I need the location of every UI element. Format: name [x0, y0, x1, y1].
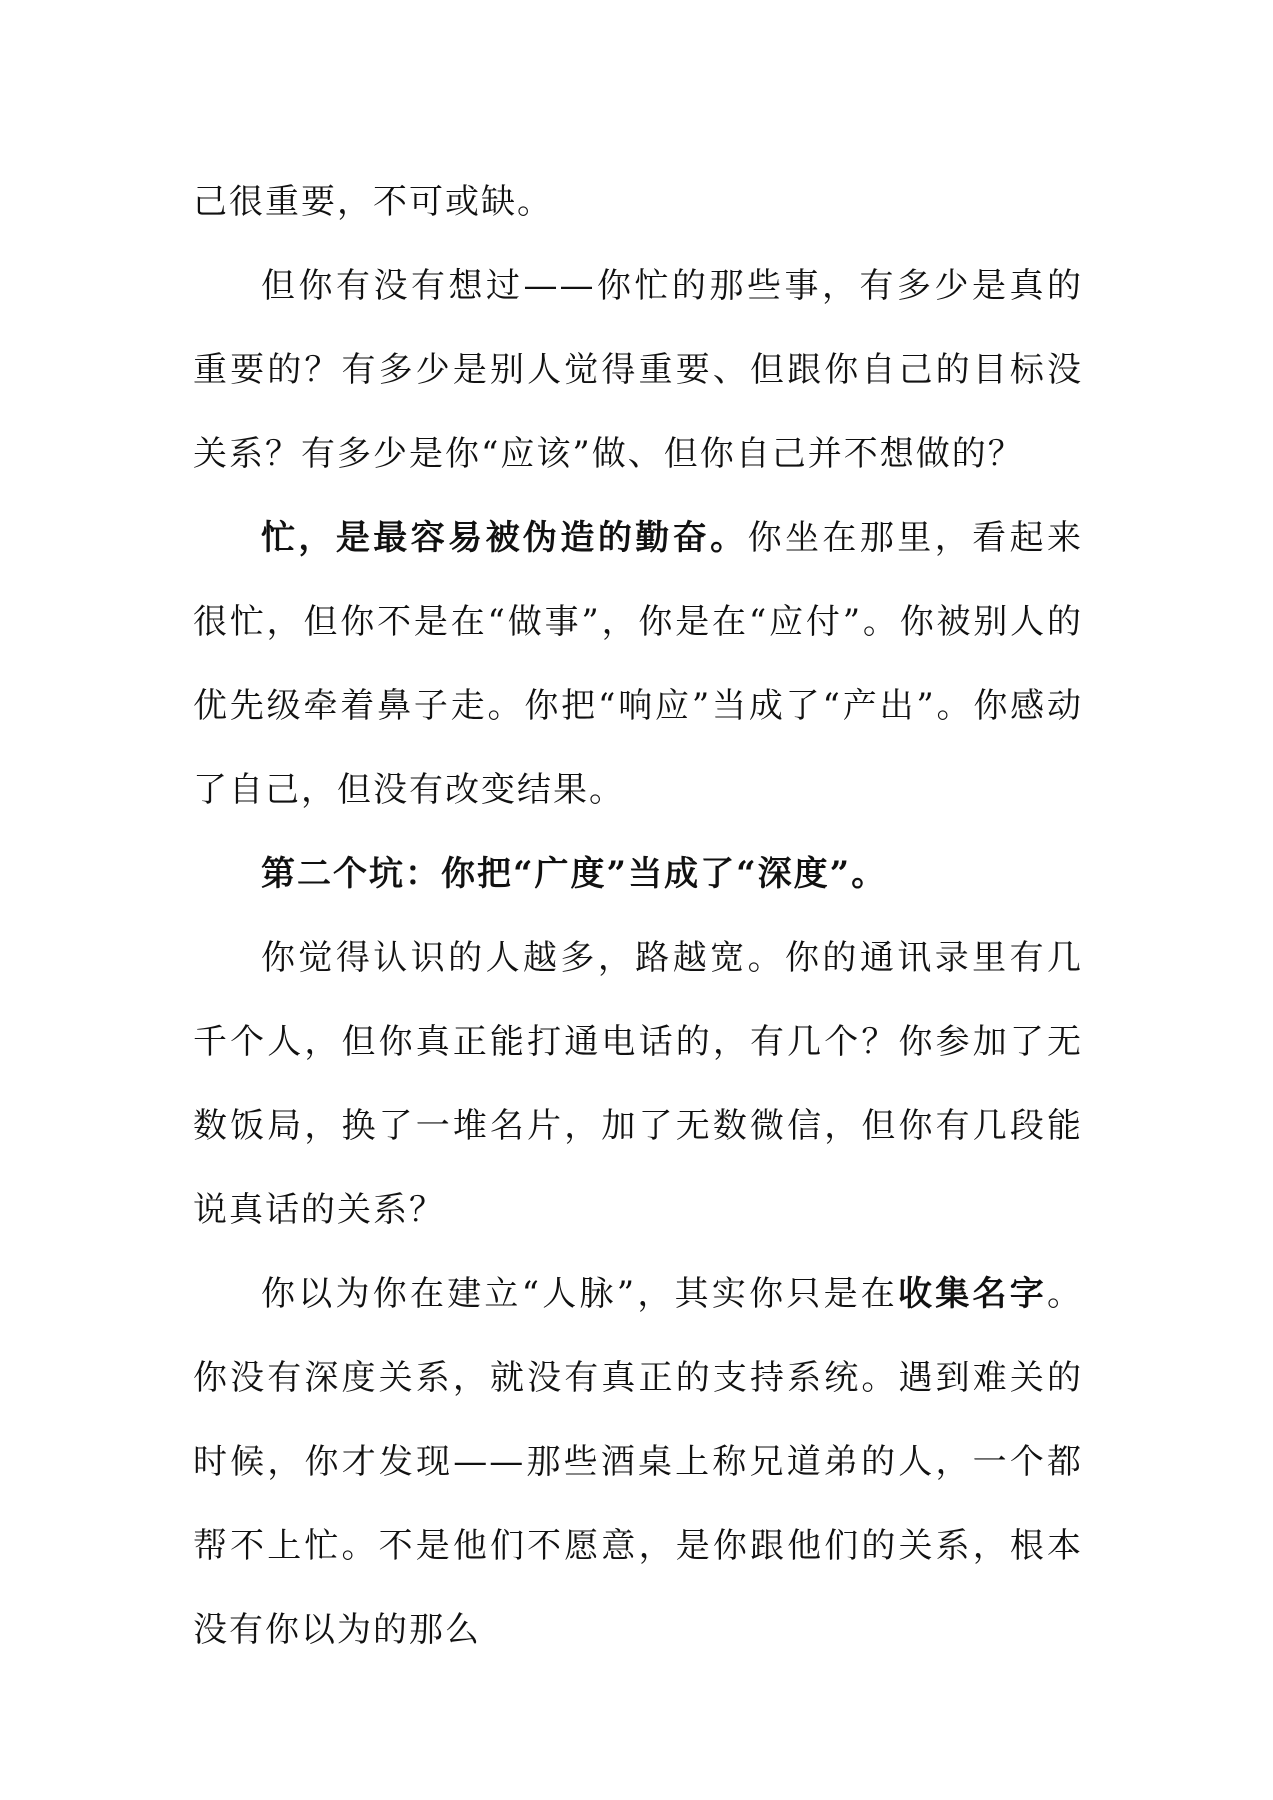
paragraph-text: 己很重要，不可或缺。 [193, 182, 553, 222]
paragraph-text: 你觉得认识的人越多，路越宽。你的通讯录里有几千个人，但你真正能打通电话的，有几个？你参加了无数饭局，换了一堆名片，加了无数微信，但你有几段能说真话的关系？ [193, 938, 1083, 1230]
paragraph-busy-question [193, 244, 1083, 496]
paragraph-contacts [193, 916, 1083, 1252]
paragraph-text: 你坐在那里，看起来很忙，但你不是在“做事”，你是在“应付”。你被别人的优先级牵着鼻子走。你把“响应”当成了“产出”。你感动了自己，但没有改变结果。 [193, 518, 1084, 810]
bold-phrase: 收集名字 [898, 1274, 1047, 1314]
paragraph-continued [193, 160, 1083, 244]
paragraph-network [193, 1252, 1083, 1672]
body-text [193, 160, 1083, 1672]
paragraph-text: 但你有没有想过——你忙的那些事，有多少是真的重要的？有多少是别人觉得重要、但跟你自己的目标没关系？有多少是你“应该”做、但你自己并不想做的？ [193, 266, 1083, 474]
heading-text: 第二个坑：你把“广度”当成了“深度”。 [261, 854, 888, 894]
bold-statement: 忙，是最容易被伪造的勤奋。 [261, 518, 748, 558]
paragraph-text-before: 你以为你在建立“人脉”，其实你只是在 [261, 1274, 899, 1314]
paragraph-fake-diligence [193, 496, 1083, 832]
paragraph-text-after: 。你没有深度关系，就没有真正的支持系统。遇到难关的时候，你才发现——那些酒桌上称兄道弟的人，一个都帮不上忙。不是他们不愿意，是你跟他们的关系，根本没有你以为的那么 [193, 1274, 1083, 1650]
section-heading-second-pitfall [193, 832, 1083, 916]
